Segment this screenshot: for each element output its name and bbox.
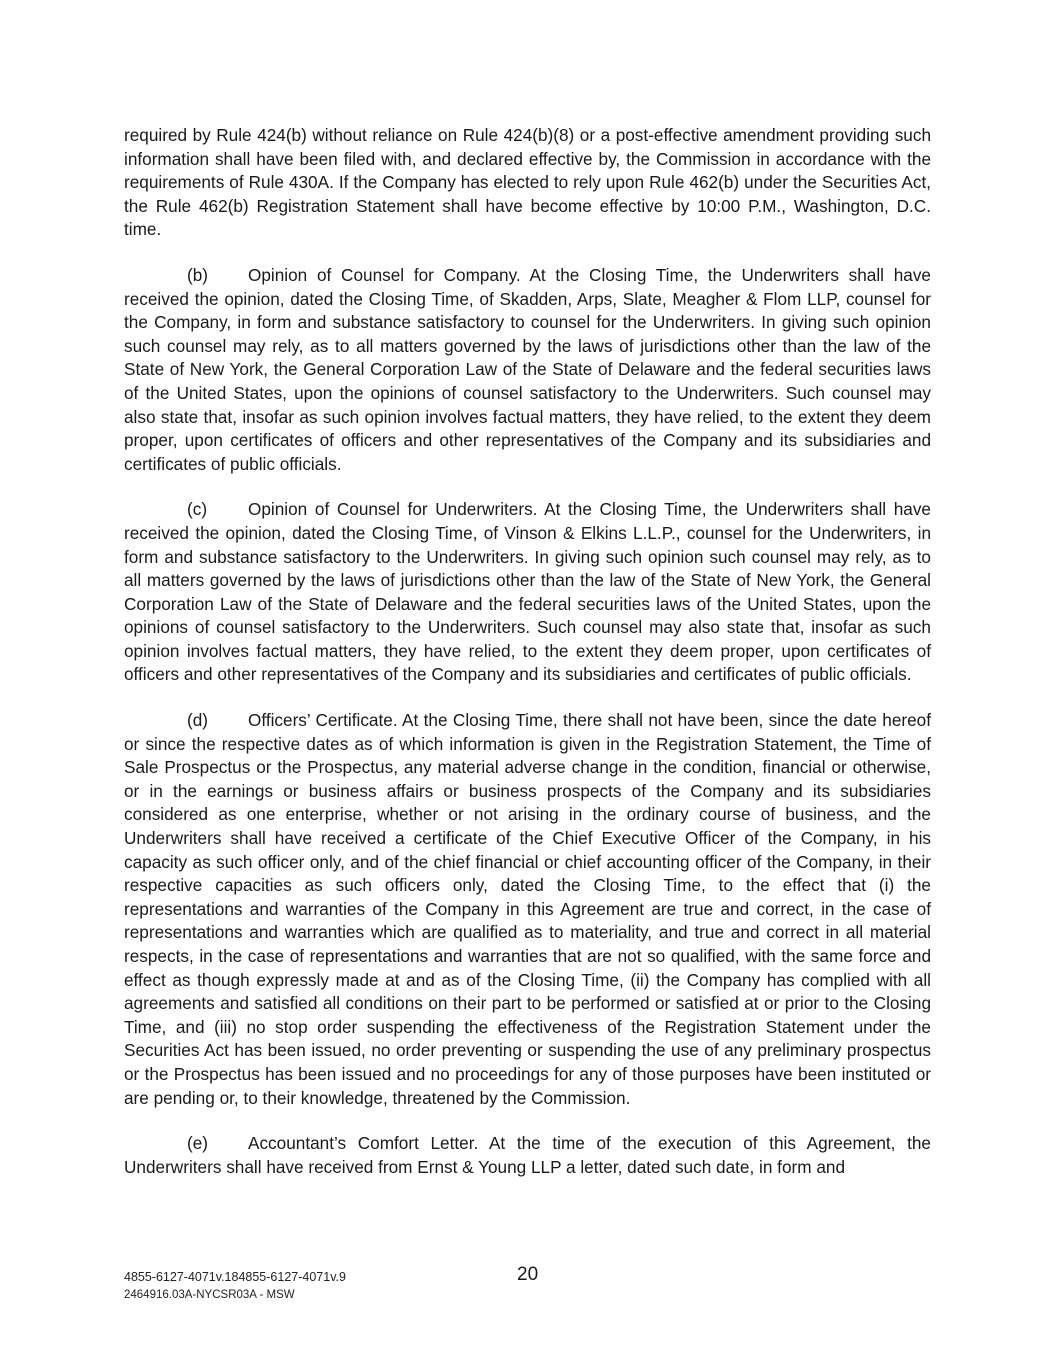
- footer-document-id: 4855-6127-4071v.184855-6127-4071v.9: [124, 1270, 346, 1284]
- paragraph-label: (d): [187, 710, 209, 731]
- paragraph-b-opinion-company: [124, 264, 931, 476]
- paragraph-continuation: required by Rule 424(b) without reliance on Rule 424(b)(8) or a post-effective amendment providing such information shall have been filed with, and declared effective by, the Commission in accordance with the requirements of Rule 430A. If the Company has elected to rely upon Rule 462(b) under the Securities Act, the Rule 462(b) Registration Statement shall have become effective by 10:00 P.M., Washington, D.C. time.: [124, 125, 931, 240]
- paragraph-e-comfort-letter: [124, 1132, 931, 1179]
- footer-sub-id: 2464916.03A-NYCSR03A - MSW: [124, 1289, 295, 1301]
- paragraph-label: (e): [187, 1133, 209, 1154]
- paragraph-c-opinion-underwriters: [124, 498, 931, 687]
- paragraph-text: Accountant’s Comfort Letter. At the time of the execution of this Agreement, the Underwriters shall have received from Ernst & Young LLP a letter, dated such date, in form and: [124, 1133, 931, 1177]
- page-number: 20: [517, 1264, 539, 1285]
- paragraph-d-officers-certificate: [124, 709, 931, 1110]
- paragraph-text: Opinion of Counsel for Company. At the Closing Time, the Underwriters shall have received the opinion, dated the Closing Time, of Skadden, Arps, Slate, Meagher & Flom LLP, counsel for the Company, in form and substance satisfactory to counsel for the Underwriters. In giving such opinion such counsel may rely, as to all matters governed by the laws of jurisdictions other than the law of the State of New York, the General Corporation Law of the State of Delaware and the federal securities laws of the United States, upon the opinions of counsel satisfactory to the Underwriters. Such counsel may also state that, insofar as such opinion involves factual matters, they have relied, to the extent they deem proper, upon certificates of officers and other representatives of the Company and its subsidiaries and certificates of public officials.: [124, 264, 931, 474]
- paragraph-text: Opinion of Counsel for Underwriters. At the Closing Time, the Underwriters shall have received the opinion, dated the Closing Time, of Vinson & Elkins L.L.P., counsel for the Underwriters, in form and substance satisfactory to the Underwriters. In giving such opinion such counsel may rely, as to all matters governed by the laws of jurisdictions other than the law of the State of New York, the General Corporation Law of the State of Delaware and the federal securities laws of the United States, upon the opinions of counsel satisfactory to the Underwriters. Such counsel may also state that, insofar as such opinion involves factual matters, they have relied, to the extent they deem proper, upon certificates of officers and other representatives of the Company and its subsidiaries and certificates of public officials.: [124, 499, 931, 685]
- paragraph-label: (c): [187, 499, 208, 520]
- document-body: [124, 124, 931, 1201]
- paragraph-text: Officers’ Certificate. At the Closing Time, there shall not have been, since the date hereof or since the respective dates as of which information is given in the Registration Statement, the Time of Sale Prospectus or the Prospectus, any material adverse change in the condition, financial or otherwise, or in the earnings or business affairs or business prospects of the Company and its subsidiaries considered as one enterprise, whether or not arising in the ordinary course of business, and the Underwriters shall have received a certificate of the Chief Executive Officer of the Company, in his capacity as such officer only, and of the chief financial or chief accounting officer of the Company, in their respective capacities as such officers only, dated the Closing Time, to the effect that (i) the representations and warranties of the Company in this Agreement are true and correct, in the case of representations and warranties which are qualified as to materiality, and true and correct in all material respects, in the case of representations and warranties that are not so qualified, with the same force and effect as though expressly made at and as of the Closing Time, (ii) the Company has complied with all agreements and satisfied all conditions on their part to be performed or satisfied at or prior to the Closing Time, and (iii) no stop order suspending the effectiveness of the Registration Statement under the Securities Act has been issued, no order preventing or suspending the use of any preliminary prospectus or the Prospectus has been issued and no proceedings for any of those purposes have been instituted or are pending or, to their knowledge, threatened by the Commission.: [124, 710, 931, 1108]
- paragraph-label: (b): [187, 264, 209, 285]
